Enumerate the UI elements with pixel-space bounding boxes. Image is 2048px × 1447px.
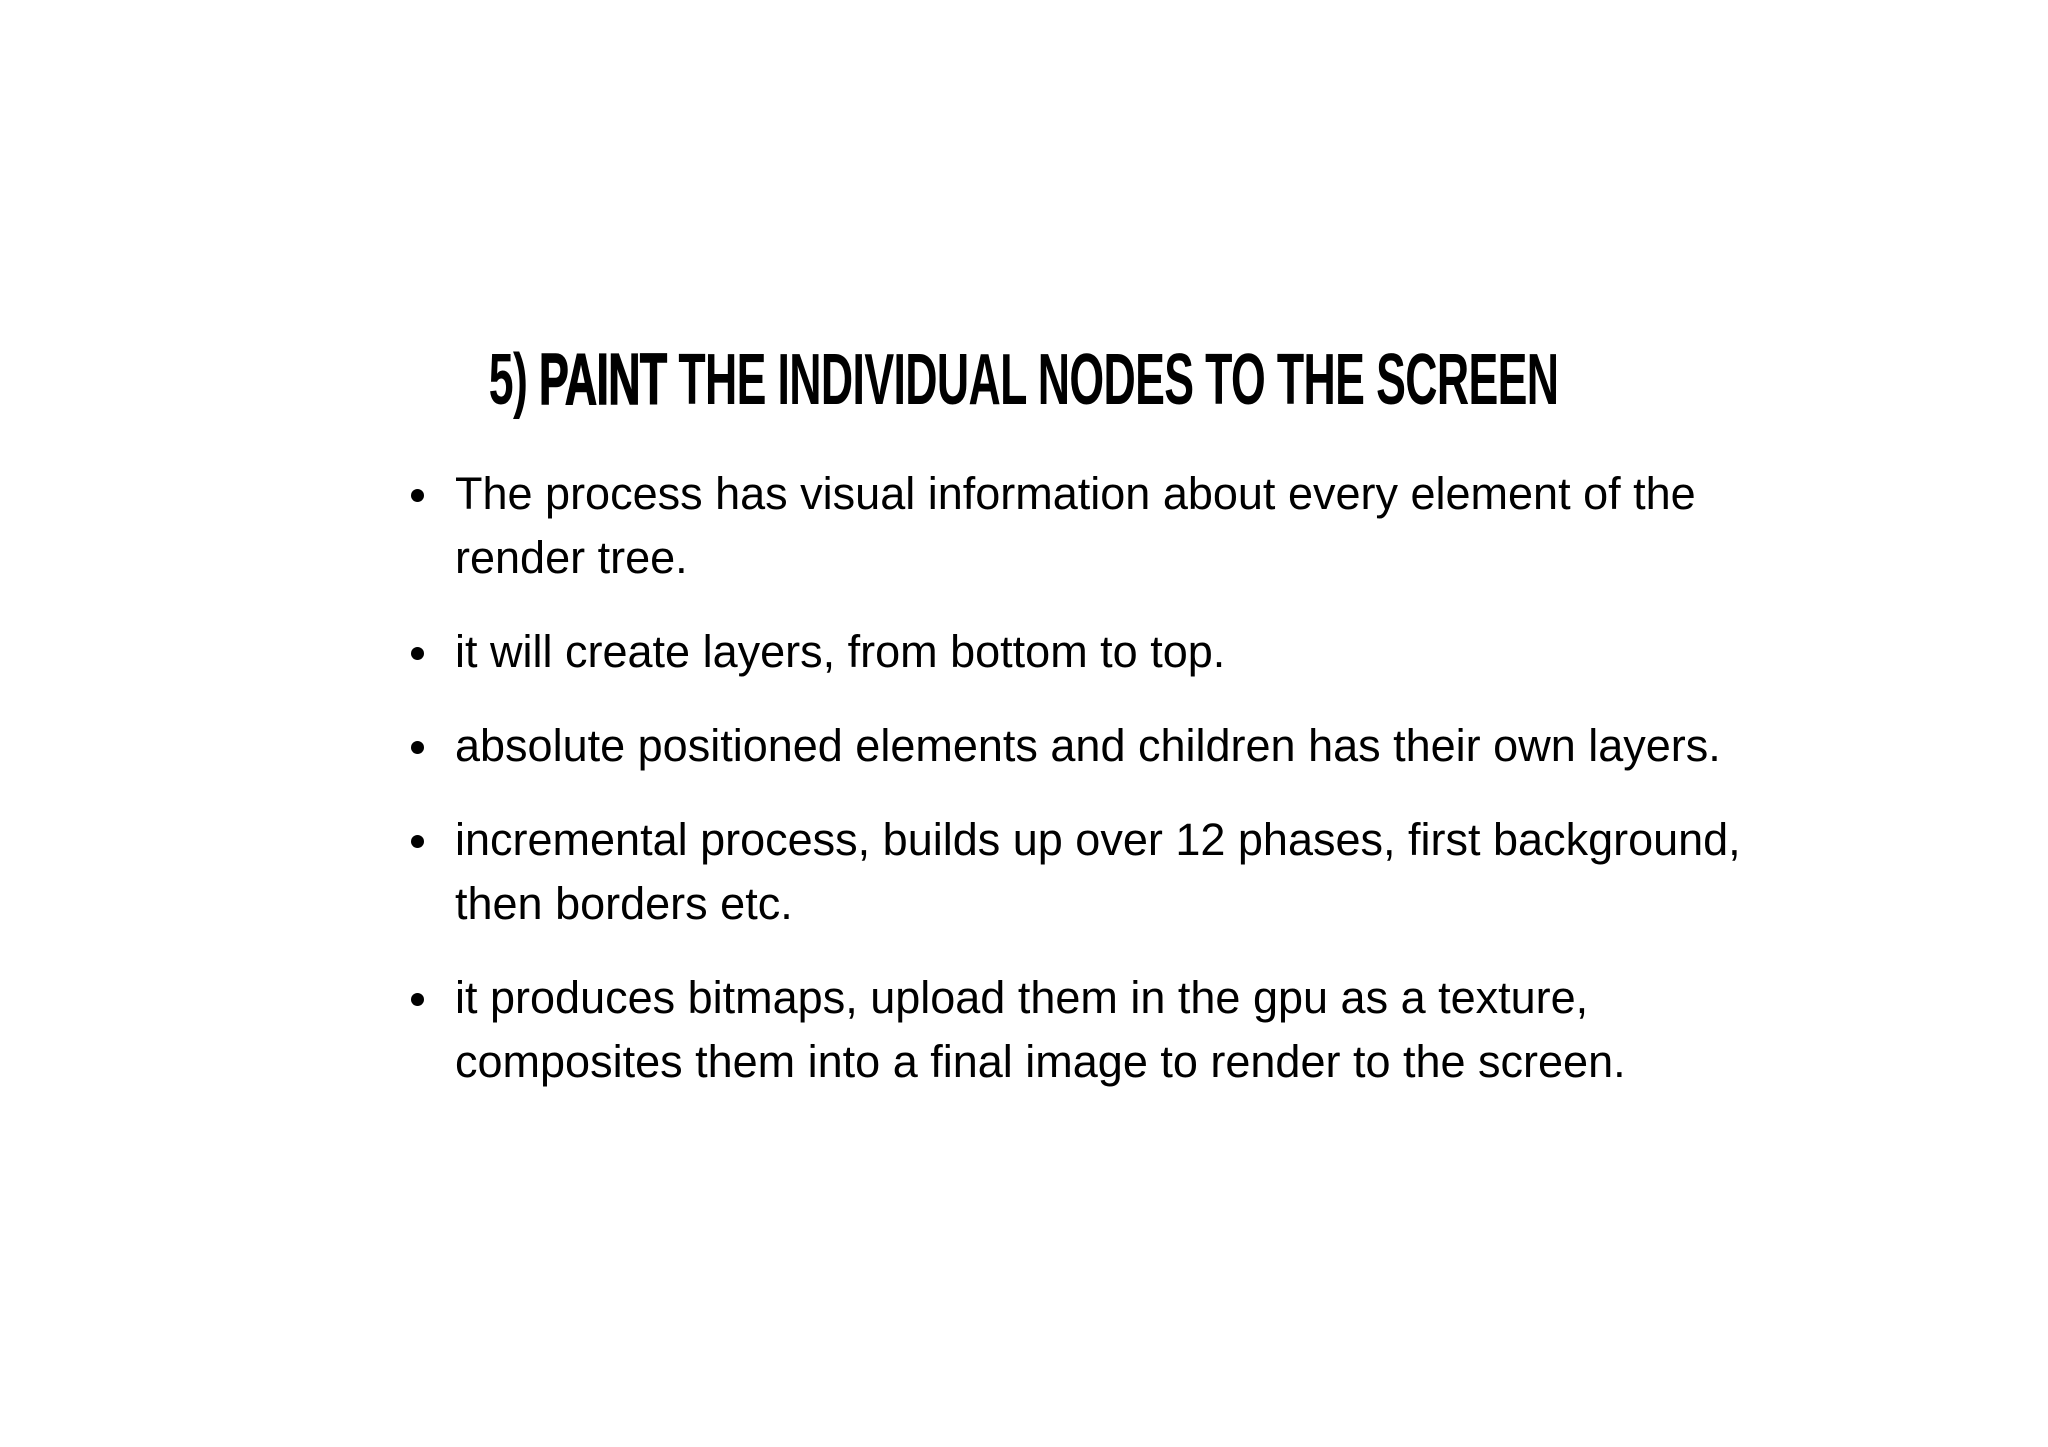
bullet-text: incremental process, builds up over 12 phases, first background, then borders etc. xyxy=(455,814,1741,929)
title-emphasis: PAINT xyxy=(539,340,667,420)
slide-title-text xyxy=(489,335,1559,425)
bullet-item xyxy=(408,620,1748,684)
bullet-list xyxy=(408,462,1748,1124)
bullet-dot-icon xyxy=(411,993,424,1006)
bullet-text: The process has visual information about every element of the render tree. xyxy=(455,468,1696,583)
title-prefix: 5) xyxy=(489,340,540,420)
bullet-dot-icon xyxy=(411,647,424,660)
bullet-dot-icon xyxy=(411,741,424,754)
bullet-item xyxy=(408,966,1748,1094)
title-rest: THE INDIVIDUAL NODES TO THE SCREEN xyxy=(666,340,1559,420)
bullet-item xyxy=(408,462,1748,590)
bullet-item xyxy=(408,714,1748,778)
bullet-dot-icon xyxy=(411,835,424,848)
bullet-item xyxy=(408,808,1748,936)
bullet-dot-icon xyxy=(411,489,424,502)
bullet-text: it will create layers, from bottom to top. xyxy=(455,626,1226,677)
bullet-text: absolute positioned elements and children has their own layers. xyxy=(455,720,1721,771)
slide-title xyxy=(0,335,2048,425)
bullet-text: it produces bitmaps, upload them in the gpu as a texture, composites them into a final image to render to the screen. xyxy=(455,972,1626,1087)
